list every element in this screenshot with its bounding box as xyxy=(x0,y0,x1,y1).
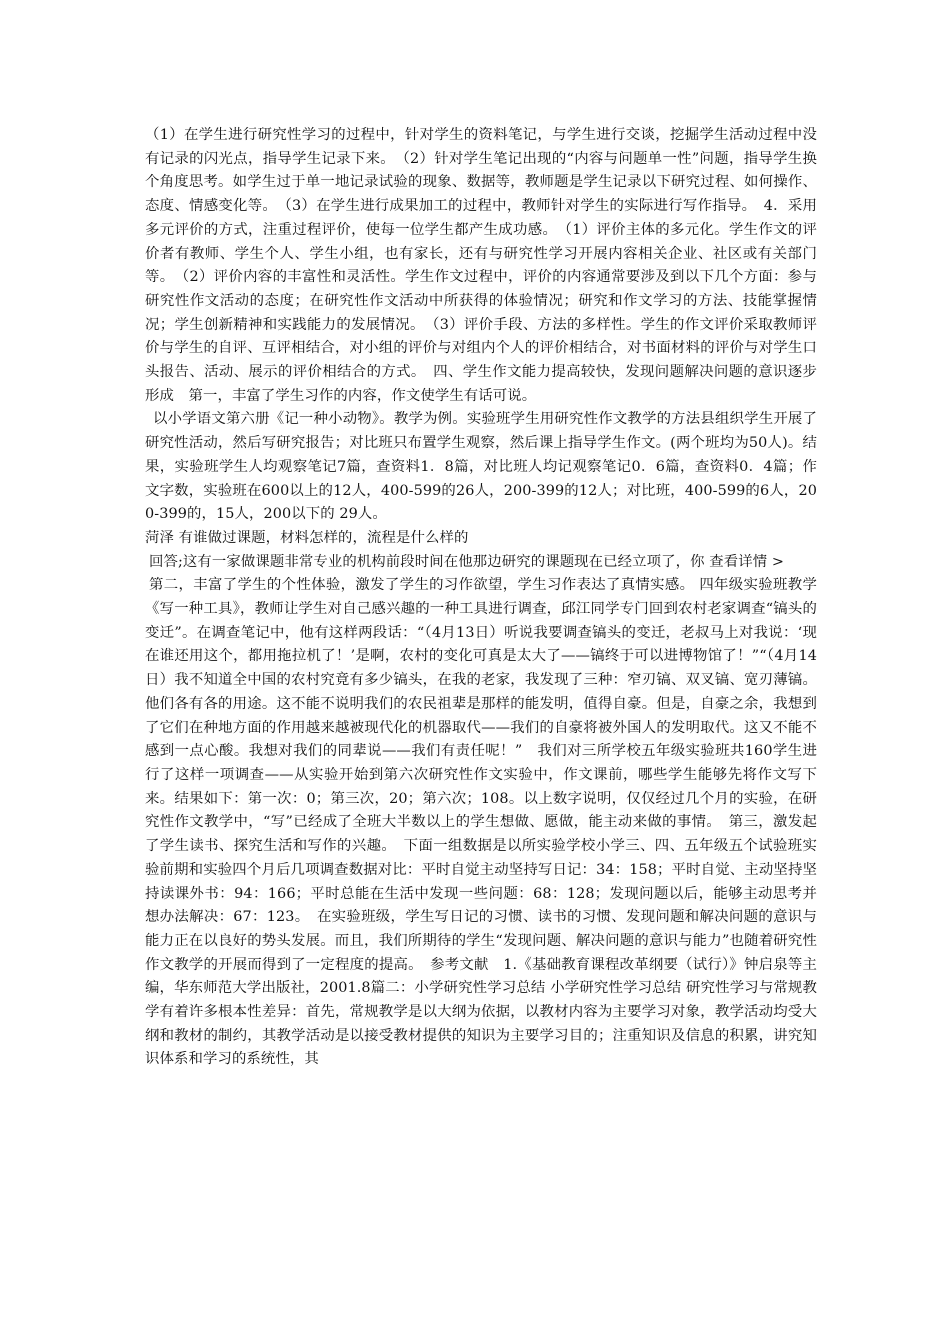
paragraph-personal-experience: 第二，丰富了学生的个性体验，激发了学生的习作欲望，学生习作表达了真情实感。 四年级实验班教学《写一种工具》，教师让学生对自己感兴趣的一种工具进行调查，邱江同学专门回到农村老家调查“镐头的变迁”。在调查笔记中，他有这样两段话：“（4月13日）听说我要调查镐头的变迁，老叔马上对我说：‘现在谁还用这个，都用拖拉机了！’是啊，农村的变化可真是太大了——镐终于可以进博物馆了！”“（4月14日）我不知道全中国的农村究竟有多少镐头，在我的老家，我发现了三种：窄刃镐、双叉镐、宽刃薄镐。他们各有各的用途。这不能不说明我们的农民祖辈是那样的能发明，值得自豪。但是，自豪之余，我想到了它们在种地方面的作用越来越被现代化的机器取代——我们的自豪将被外国人的发明取代。这又不能不感到一点心酸。我想对我们的同辈说——我们有责任呢！” 我们对三所学校五年级实验班共160学生进行了这样一项调查——从实验开始到第六次研究性作文实验中，作文课前，哪些学生能够先将作文写下来。结果如下：第一次：0；第三次，20；第六次；108。以上数字说明，仅仅经过几个月的实验，在研究性作文教学中，“写”已经成了全班大半数以上的学生想做、愿做，能主动来做的事情。 第三，激发起了学生读书、探究生活和写作的兴趣。 下面一组数据是以所实验学校小学三、四、五年级五个试验班实验前期和实验四个月后几项调查数据对比：平时自觉主动坚持写日记：34：158；平时自觉、主动坚持坚持读课外书：94：166；平时总能在生活中发现一些问题：68：128；发现问题以后，能够主动思考并想办法解决：67：123。 在实验班级，学生写日记的习惯、读书的习惯、发现问题和解决问题的意识与能力正在以良好的势头发展。而且，我们所期待的学生“发现问题、解决问题的意识与能力”也随着研究性作文教学的开展而得到了一定程度的提高。 参考文献 1.《基础教育课程改革纲要（试行）》钟启泉等主编，华东师范大学出版社，2001.8篇二：小学研究性学习总结 小学研究性学习总结 研究性学习与常规教学有着许多根本性差异：首先，常规教学是以大纲为依据，以教材内容为主要学习对象，教学活动均受大纲和教材的制约，其教学活动是以接受教材提供的知识为主要学习目的；注重知识及信息的积累，讲究知识体系和学习的系统性，其 xyxy=(145,577,817,1068)
inserted-answer-link[interactable]: 回答;这有一家做课题非常专业的机构前段时间在他那边研究的课题现在已经立项了，你 查看详情 > xyxy=(149,553,785,570)
document-body xyxy=(145,124,817,1072)
inserted-question-link[interactable]: 菏泽 有谁做过课题，材料怎样的，流程是什么样的 xyxy=(145,529,469,546)
paragraph-evaluation-methods: （1）在学生进行研究性学习的过程中，针对学生的资料笔记，与学生进行交谈，挖掘学生活动过程中没有记录的闪光点，指导学生记录下来。 （2）针对学生笔记出现的“内容与问题单一性”问题，指导学生换个角度思考。如学生过于单一地记录试验的现象、数据等，教师题是学生记录以下研究过程、如何操作、态度、情感变化等。 （3）在学生进行成果加工的过程中，教师针对学生的实际进行写作指导。 4．采用多元评价的方式，注重过程评价，使每一位学生都产生成功感。 （1）评价主体的多元化。学生作文的评价者有教师、学生个人、学生小组，也有家长，还有与研究性学习开展内容相关企业、社区或有关部门等。 （2）评价内容的丰富性和灵活性。学生作文过程中，评价的内容通常要涉及到以下几个方面：参与研究性作文活动的态度；在研究性作文活动中所获得的体验情况；研究和作文学习的方法、技能掌握情况；学生创新精神和实践能力的发展情况。 （3）评价手段、方法的多样性。学生的作文评价采取教师评价与学生的自评、互评相结合，对小组的评价与对组内个人的评价相结合，对书面材料的评价与对学生口头报告、活动、展示的评价相结合的方式。 四、学生作文能力提高较快，发现问题解决问题的意识逐步形成 第一，丰富了学生习作的内容，作文使学生有话可说。 xyxy=(145,127,817,404)
paragraph-experiment-results: 以小学语文第六册《记一种小动物》。教学为例。实验班学生用研究性作文教学的方法县组织学生开展了研究性活动，然后写研究报告；对比班只布置学生观察，然后课上指导学生作文。(两个班均为50人)。结果，实验班学生人均观察笔记7篇，查资料1．8篇，对比班人均记观察笔记0．6篇，查资料0．4篇；作文字数，实验班在600以上的12人，400-599的26人，200-399的12人；对比班，400-599的6人，200-399的，15人，200以下的 29人。 xyxy=(145,411,817,523)
